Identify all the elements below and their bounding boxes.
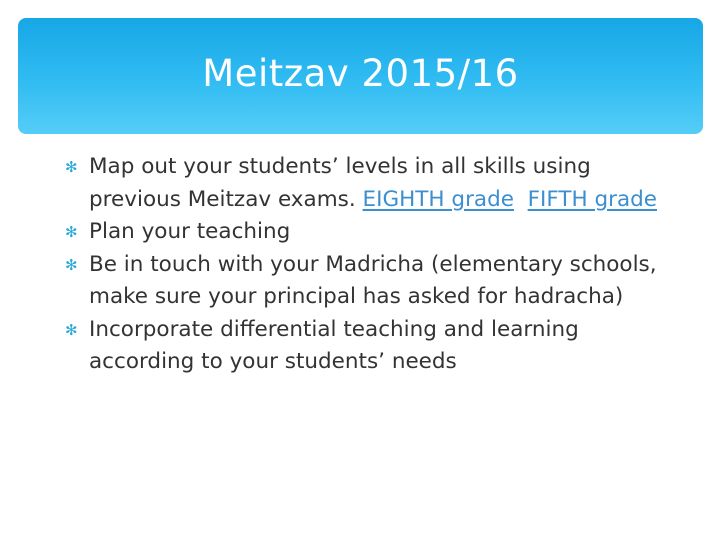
bullet-text: Map out your students’ levels in all skills using previous Meitzav exams. [89, 154, 591, 212]
title-banner [18, 18, 703, 134]
bullet-item [65, 216, 675, 249]
asterisk-icon: ✻ [65, 223, 78, 241]
slide-title: Meitzav 2015/16 [202, 51, 519, 95]
bullet-text: Incorporate differential teaching and learning according to your students’ needs [89, 316, 579, 374]
bullet-item [65, 151, 675, 216]
fifth-grade-link[interactable]: FIFTH grade [527, 186, 658, 212]
eighth-grade-link[interactable]: EIGHTH grade [362, 186, 514, 212]
bullet-text: Be in touch with your Madricha (elementary schools, make sure your principal has asked for hadracha) [89, 251, 657, 309]
bullet-item [65, 314, 675, 379]
bullet-text: Plan your teaching [89, 219, 291, 244]
bullet-list [65, 151, 675, 379]
asterisk-icon: ✻ [65, 255, 78, 274]
bullet-item [65, 249, 675, 314]
asterisk-icon: ✻ [65, 320, 78, 339]
asterisk-icon: ✻ [65, 158, 78, 176]
